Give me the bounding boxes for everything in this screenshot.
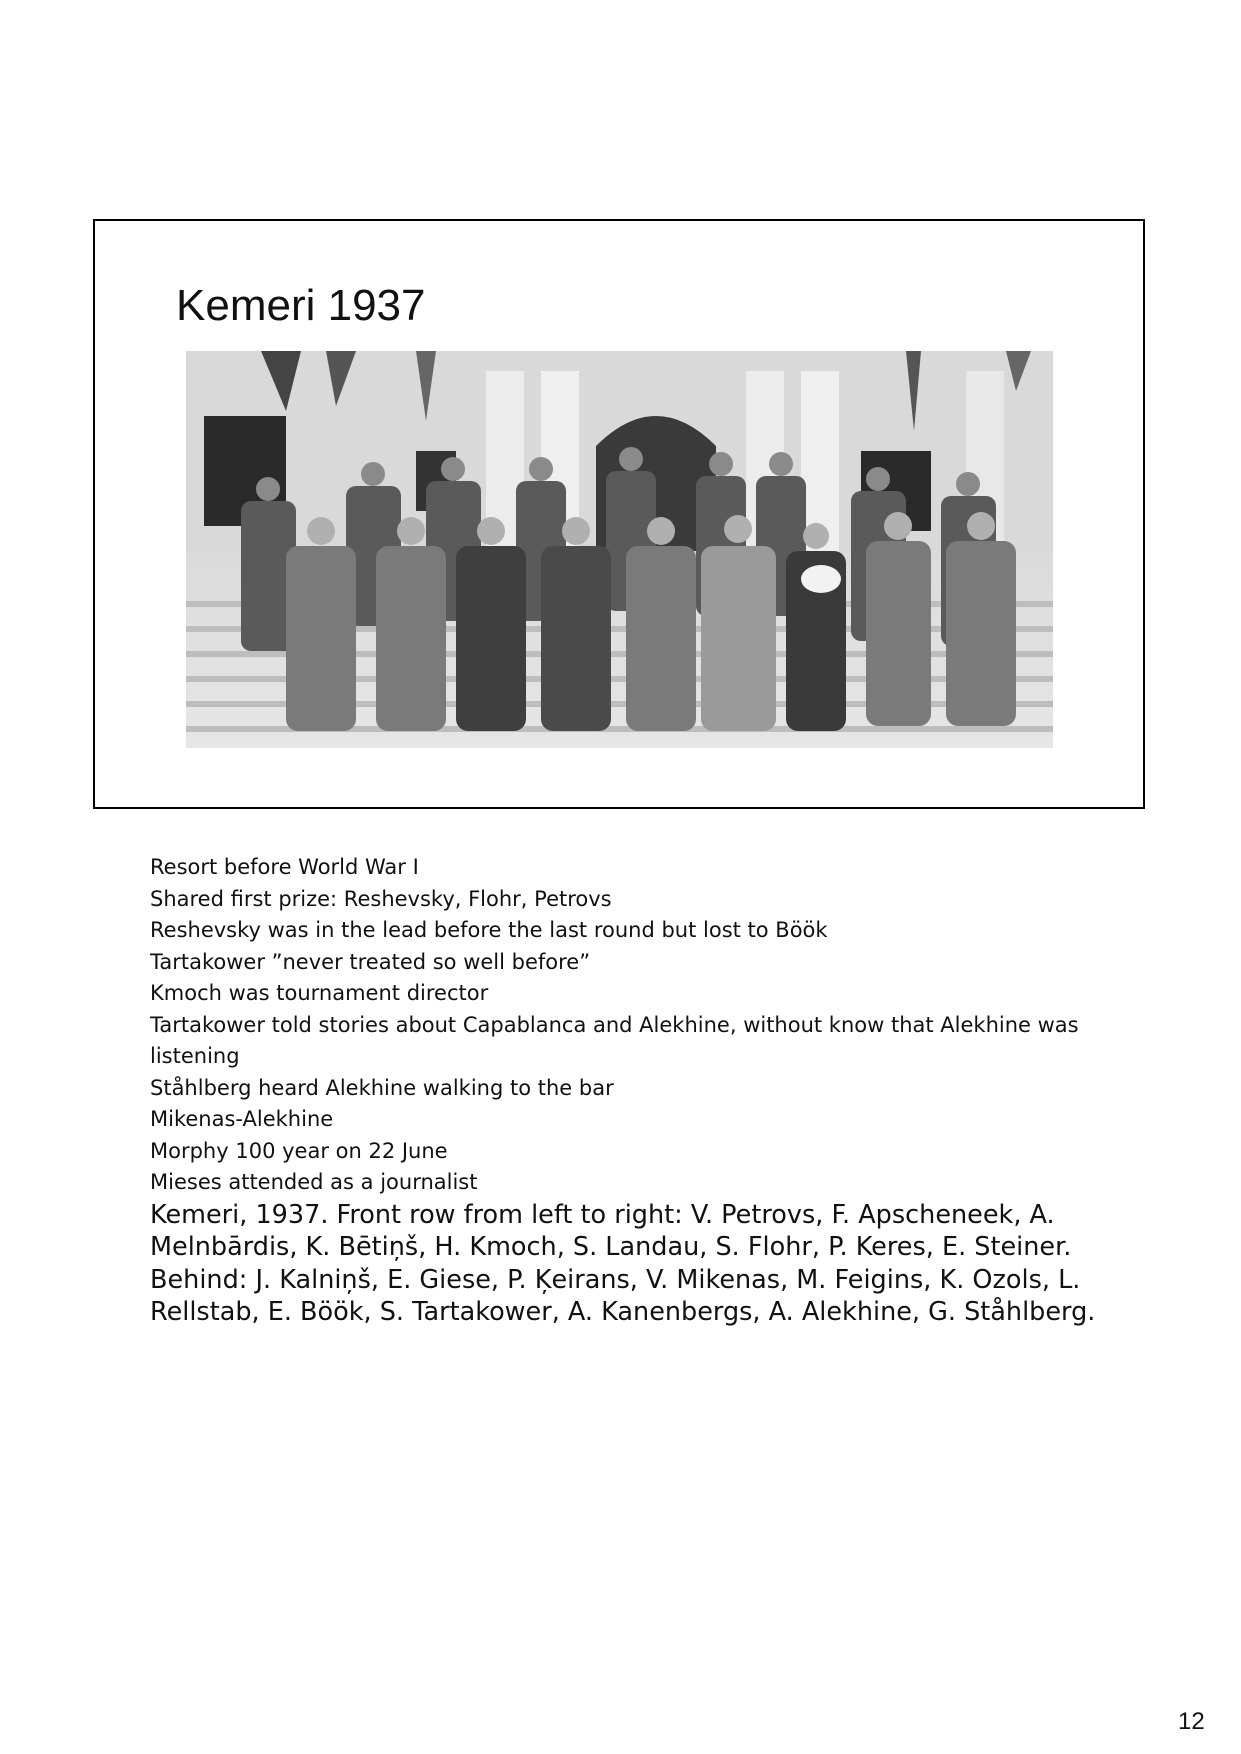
note-line: Ståhlberg heard Alekhine walking to the bar bbox=[150, 1075, 614, 1100]
note-line: Tartakower ”never treated so well before” bbox=[150, 949, 591, 974]
photo-caption: Kemeri, 1937. Front row from left to right: V. Petrovs, F. Apscheneek, A. Melnbārdis, K. Bētiņš, H. Kmoch, S. Landau, S. Flohr, P. Keres, E. Steiner. Behind: J. Kalniņš, E. Giese, P. Ķeirans, V. Mikenas, M. Feigins, K. Ozols, L. Rellstab, E. Böök, S. Tartakower, A. Kanenbergs, A. Alekhine, G. Ståhlberg. bbox=[150, 1199, 1096, 1327]
group-photo bbox=[186, 351, 1053, 748]
note-line: Shared first prize: Reshevsky, Flohr, Petrovs bbox=[150, 886, 612, 911]
speaker-notes bbox=[150, 852, 1110, 1329]
note-line: Resort before World War I bbox=[150, 855, 419, 879]
slide-title: Kemeri 1937 bbox=[176, 281, 426, 330]
page-number: 12 bbox=[1178, 1708, 1205, 1735]
note-line: Kmoch was tournament director bbox=[150, 981, 489, 1005]
slide-frame bbox=[93, 219, 1145, 809]
group-photo-illustration bbox=[186, 351, 1053, 748]
note-line: Reshevsky was in the lead before the last round but lost to Böök bbox=[150, 918, 828, 942]
note-line: Mieses attended as a journalist bbox=[150, 1170, 478, 1194]
note-line: Mikenas-Alekhine bbox=[150, 1107, 334, 1131]
note-line: Tartakower told stories about Capablanca and Alekhine, without know that Alekhine was listening bbox=[150, 1012, 1079, 1068]
note-line: Morphy 100 year on 22 June bbox=[150, 1138, 448, 1163]
